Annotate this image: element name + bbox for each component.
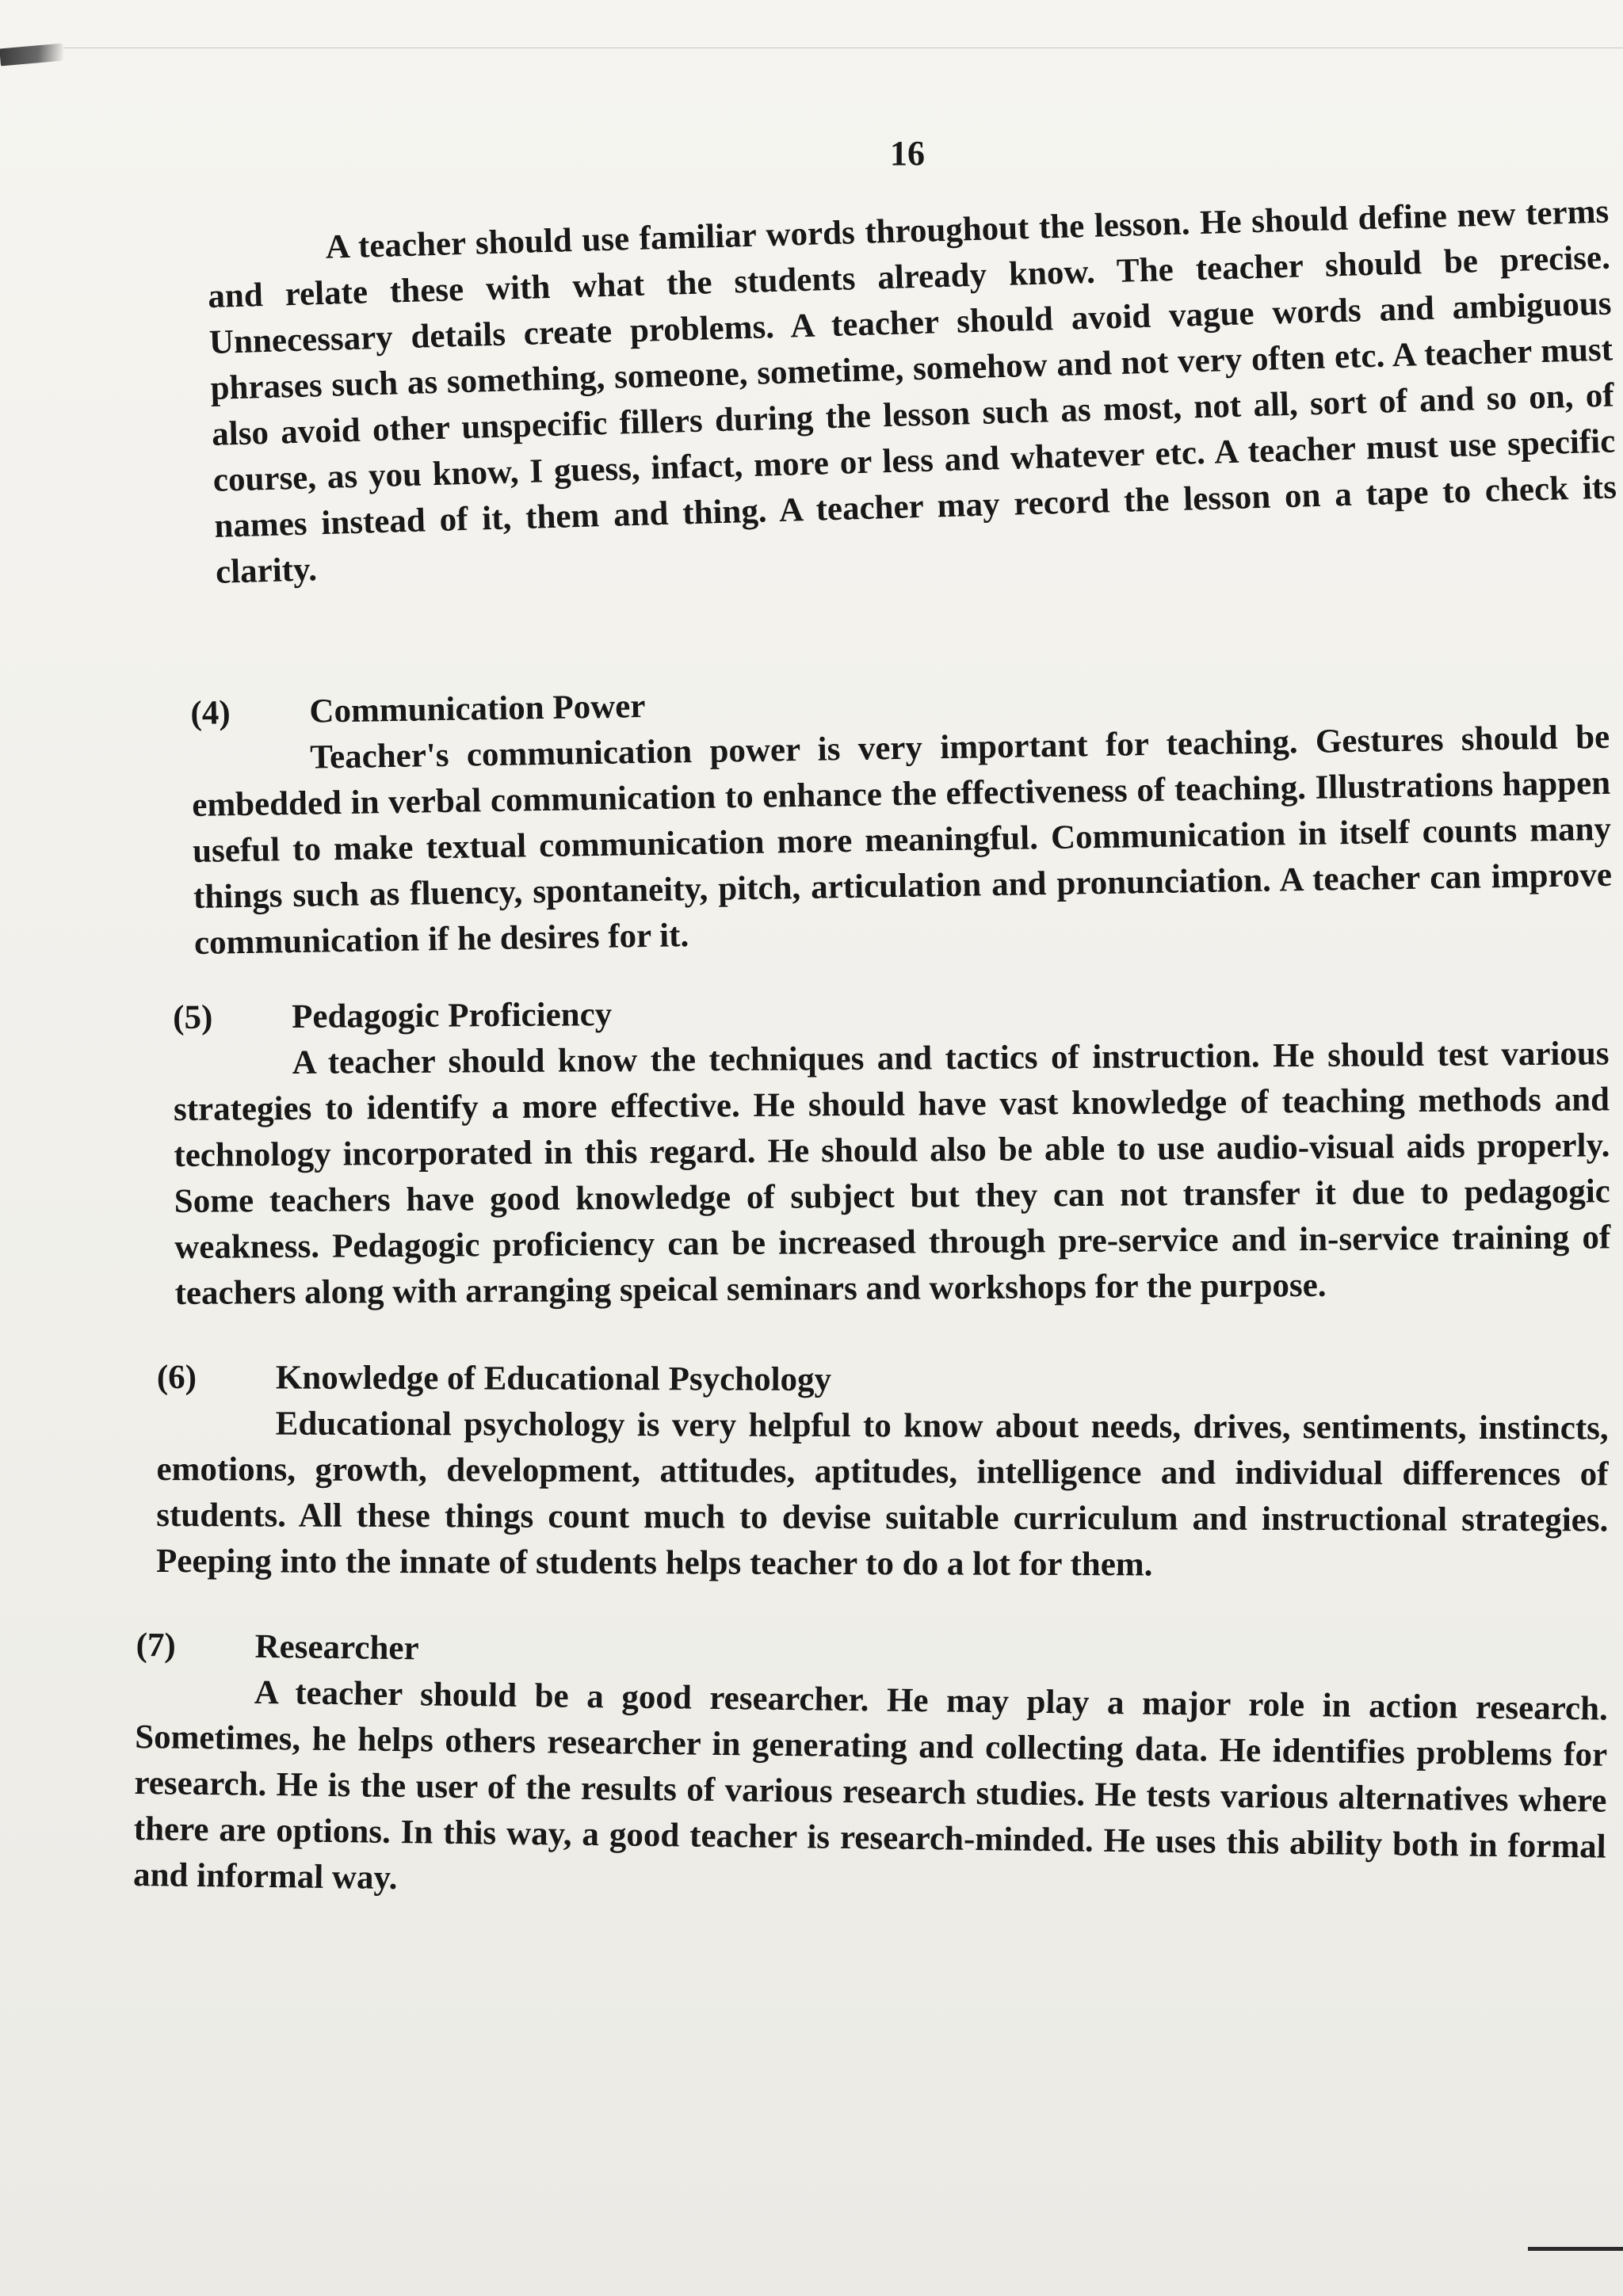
section-pedagogic-proficiency <box>173 985 1611 1317</box>
section-number: (5) <box>173 998 213 1036</box>
section-title: Pedagogic Proficiency <box>292 996 613 1035</box>
intro-paragraph: A teacher should use familiar words throughout the lesson. He should define new terms and relate these with what the students already know. The teacher should be precise. Unnecessary details create problems. A teacher should avoid vague words and ambiguous phrases such as something, someone, sometime, somehow and not very often etc. A teacher must also avoid other unspecific fillers during the lesson such as most, not all, sort of and so on, of course, as you know, I guess, infact, more or less and whatever etc. A teacher must use specific names instead of it, them and thing. A teacher may record the lesson on a tape to check its clarity. <box>207 193 1617 591</box>
section-researcher <box>133 1623 1609 1917</box>
scan-corner-mark <box>0 44 64 67</box>
section-communication-power <box>190 669 1613 967</box>
section-number: (6) <box>156 1359 197 1397</box>
section-number: (4) <box>190 694 231 732</box>
section-paragraph: A teacher should be a good researcher. He may play a major role in action research. Sometimes, he helps others researcher in generating and collecting data. He identifies problems for research. He is the user of the results of various research studies. He tests various alternatives where there are options. In this way, a good teacher is research-minded. He uses this ability both in formal and informal way. <box>132 1673 1609 1897</box>
section-heading <box>157 1355 1609 1405</box>
page-bottom-mark <box>1528 2247 1623 2251</box>
section-title: Researcher <box>254 1627 419 1668</box>
section-paragraph: Educational psychology is very helpful to know about needs, drives, sentiments, instincts, emotions, growth, development, attitudes, aptitudes, intelligence and individual differences of students. All these things count much to devise suitable curriculum and instructional strategies. Peeping into the innate of students helps teacher to do a lot for them. <box>156 1405 1609 1584</box>
section-number: (7) <box>136 1626 177 1665</box>
section-paragraph: A teacher should know the techniques and tactics of instruction. He should test various strategies to identify a more effective. He should have vast knowledge of teaching methods and technology incorporated in this regard. He should also be able to use audio-visual aids properly. Some teachers have good knowledge of subject but they can not transfer it due to pedagogic weakness. Pedagogic proficiency can be increased through pre-service and in-service training of teachers along with arranging speical seminars and workshops for the purpose. <box>173 1035 1611 1312</box>
section-title: Communication Power <box>309 687 646 730</box>
section-educational-psychology <box>156 1355 1609 1589</box>
section-title: Knowledge of Educational Psychology <box>275 1359 832 1398</box>
page-content <box>119 193 1617 1898</box>
page-number: 16 <box>890 134 925 173</box>
section-paragraph: Teacher's communication power is very important for teaching. Gestures should be embedded in verbal communication to enhance the effectiveness of teaching. Illustrations happen useful to make textual communication more meaningful. Communication in itself counts many things such as fluency, spontaneity, pitch, articulation and pronunciation. A teacher can improve communication if he desires for it. <box>191 718 1613 962</box>
